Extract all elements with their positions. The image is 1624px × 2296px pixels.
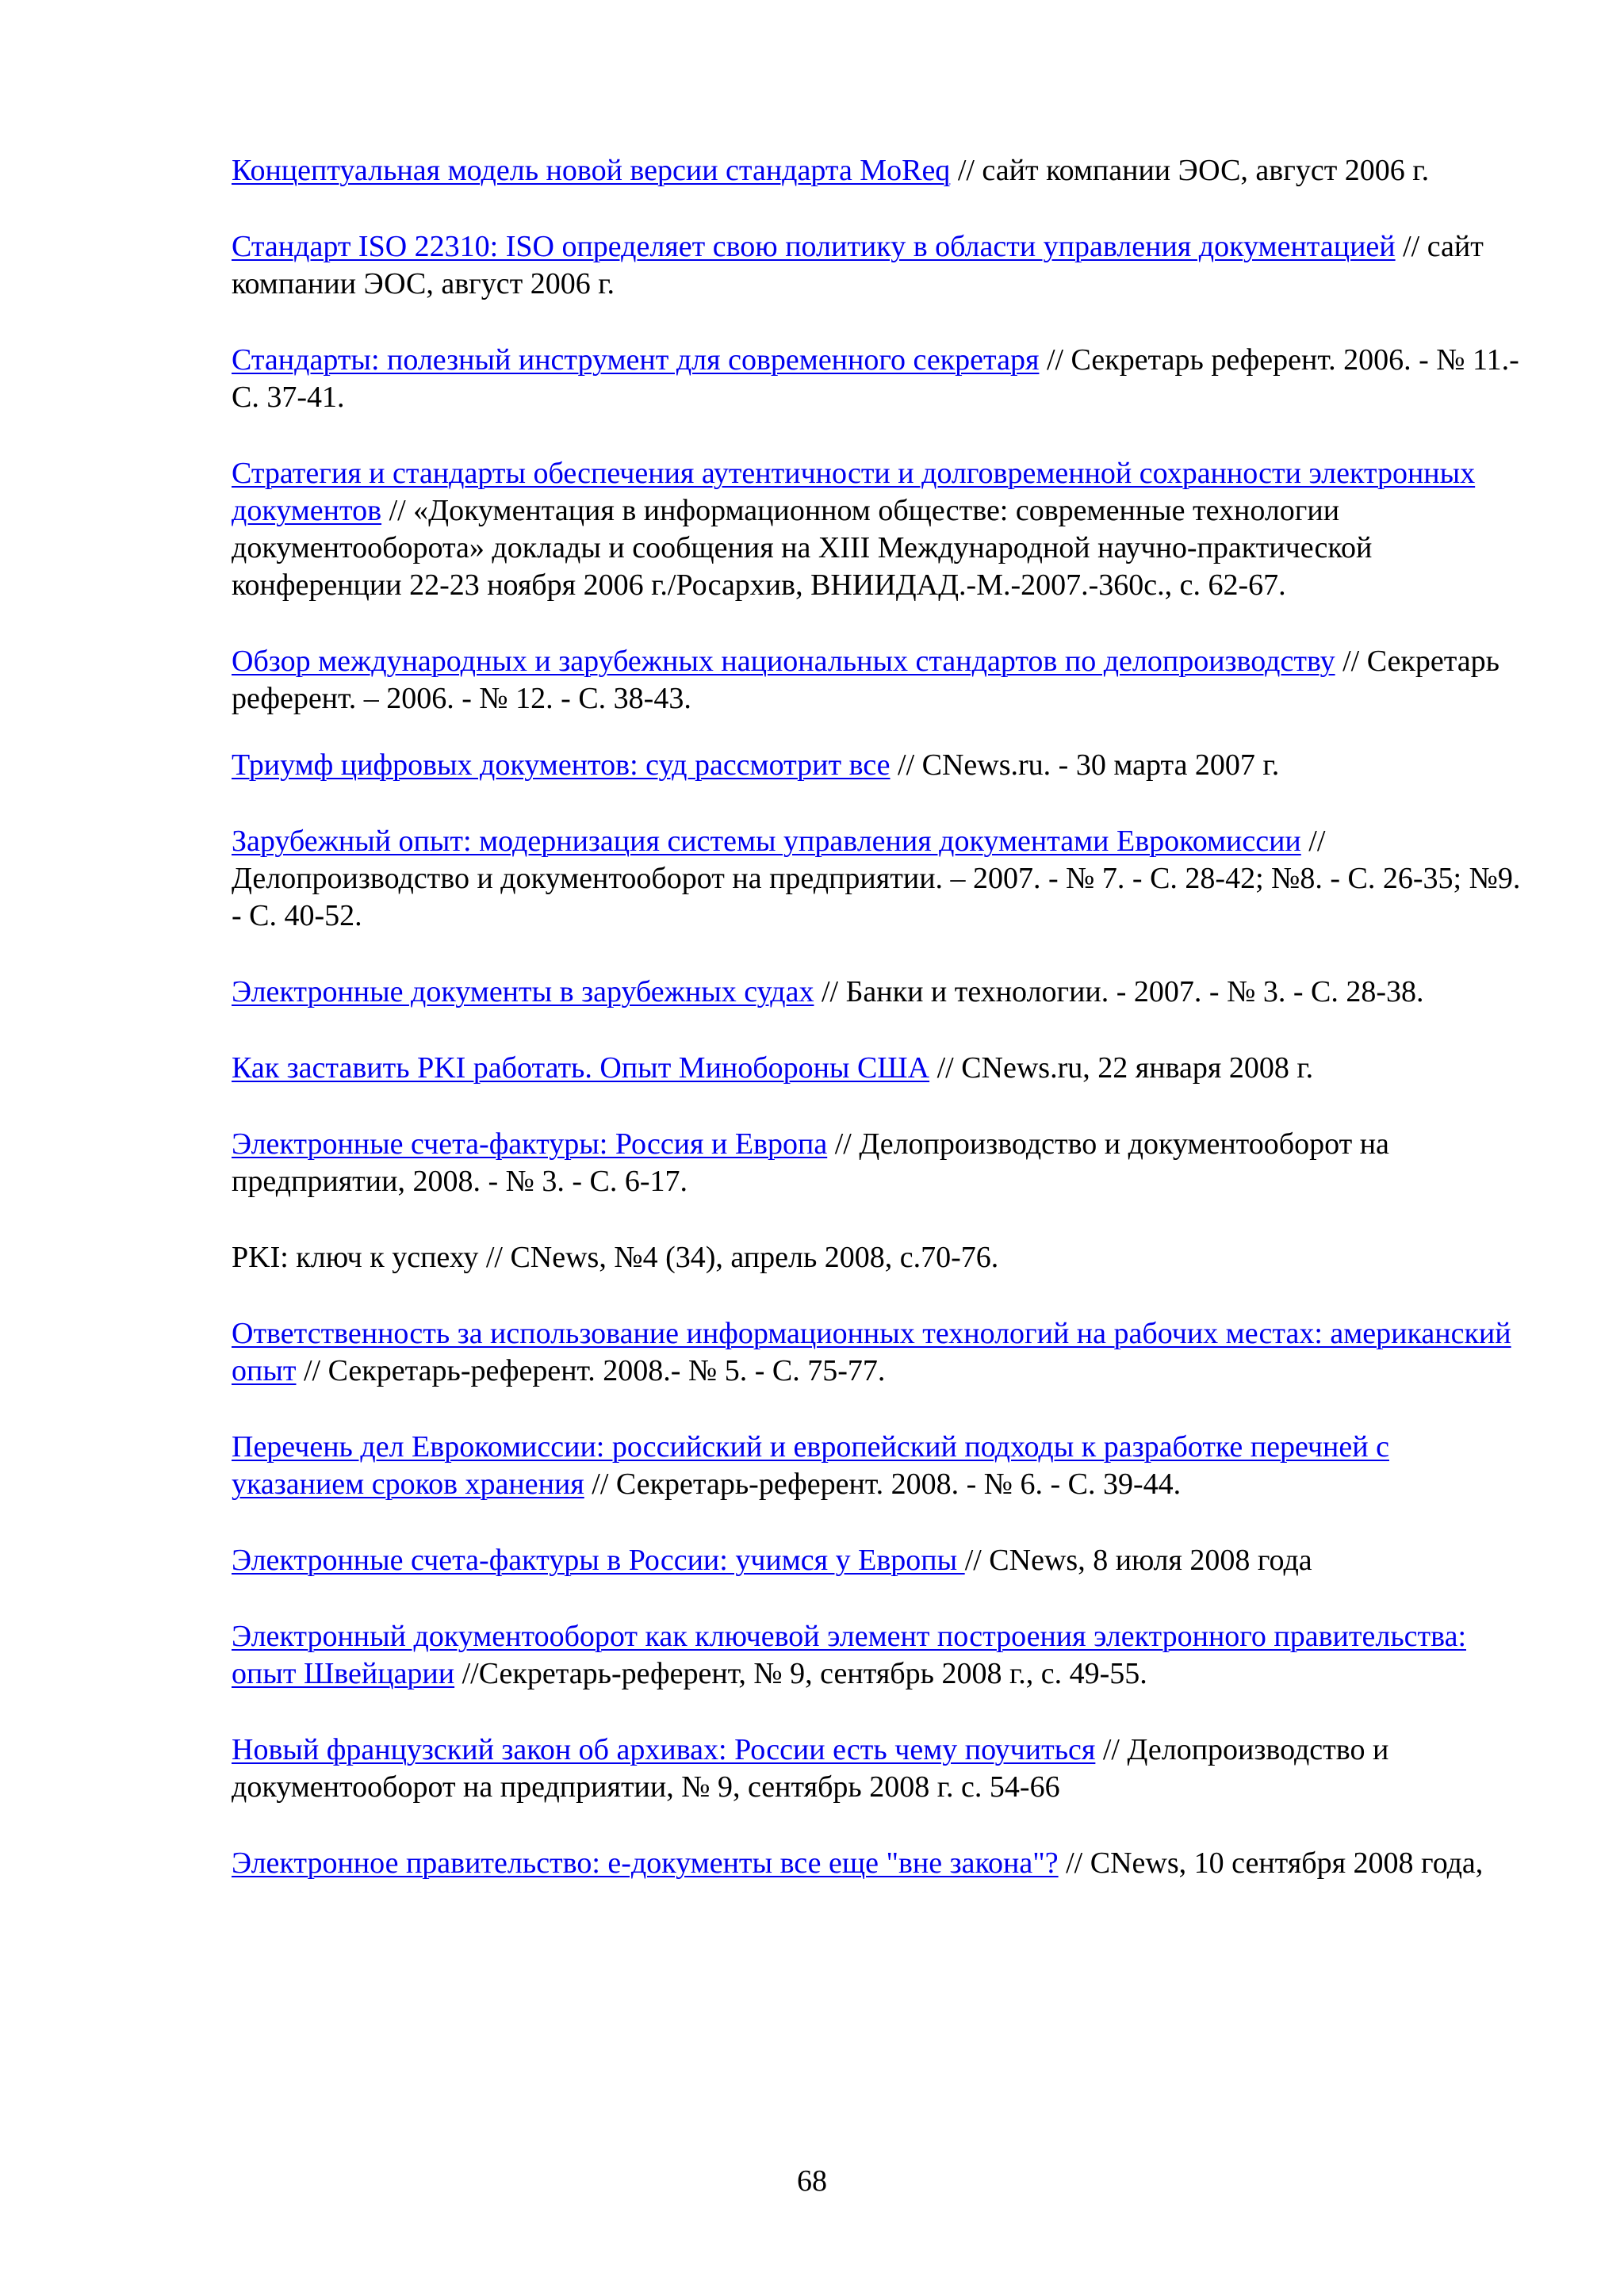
reference-link[interactable]: Зарубежный опыт: модернизация системы управления документами Еврокомиссии [232,825,1301,858]
reference-item [232,974,1521,1011]
reference-citation: // CNews.ru. - 30 марта 2007 г. [890,748,1280,782]
reference-citation: // сайт компании ЭОС, август 2006 г. [950,154,1430,187]
reference-link[interactable]: Стандарт ISO 22310: ISO определяет свою политику в области управления документацией [232,230,1396,263]
reference-citation: PKI: ключ к успеху // CNews, №4 (34), апрель 2008, с.70-76. [232,1241,999,1274]
reference-citation: // Секретарь-референт. 2008. - № 6. - С. 39-44. [584,1468,1182,1501]
reference-citation: // CNews, 10 сентября 2008 года, [1058,1846,1484,1880]
reference-list [232,152,1521,1921]
reference-item [232,1126,1521,1200]
reference-link[interactable]: Электронные счета-фактуры: Россия и Европа [232,1127,828,1161]
reference-citation: // сайт компании ЭОС, август 2006 г. [232,230,1484,300]
page-number: 68 [797,2164,827,2198]
reference-link[interactable]: Перечень дел Еврокомиссии: российский и европейский подходы к разработке перечней с указанием сроков хранения [232,1430,1389,1501]
reference-item [232,152,1521,189]
reference-link[interactable]: Как заставить PKI работать. Опыт Минобороны США [232,1051,930,1085]
reference-citation: // CNews.ru, 22 января 2008 г. [929,1051,1314,1085]
reference-link[interactable]: Обзор международных и зарубежных национальных стандартов по делопроизводству [232,645,1335,678]
reference-item [232,1542,1521,1579]
reference-citation: // CNews, 8 июля 2008 года [964,1544,1312,1577]
reference-item [232,823,1521,935]
reference-link[interactable]: Новый французский закон об архивах: России есть чему поучиться [232,1733,1096,1766]
reference-citation: // Секретарь-референт. 2008.- № 5. - С. 75-77. [296,1354,886,1387]
reference-item [232,643,1521,718]
reference-citation: //Секретарь-референт, № 9, сентябрь 2008 г., с. 49-55. [454,1657,1147,1690]
reference-item [232,1618,1521,1693]
reference-item [232,342,1521,416]
reference-citation: // Банки и технологии. - 2007. - № 3. - С. 28-38. [814,975,1424,1008]
reference-item [232,1732,1521,1806]
reference-citation: // Секретарь референт. 2006. - № 11.- С. 37-41. [232,343,1519,414]
reference-link[interactable]: Электронные счета-фактуры в России: учимся у Европы [232,1544,965,1577]
reference-link[interactable]: Триумф цифровых документов: суд рассмотрит все [232,748,891,782]
reference-link[interactable]: Стратегия и стандарты обеспечения аутентичности и долговременной сохранности электронных документов [232,457,1476,527]
reference-citation: // Делопроизводство и документооборот на предприятии, 2008. - № 3. - С. 6-17. [232,1127,1389,1198]
reference-link[interactable]: Концептуальная модель новой версии стандарта MoReq [232,154,951,187]
reference-item [232,1315,1521,1390]
reference-link[interactable]: Ответственность за использование информационных технологий на рабочих местах: американский опыт [232,1317,1511,1387]
reference-item [232,1239,1521,1276]
reference-link[interactable]: Электронный документооборот как ключевой элемент построения электронного правительства: опыт Швейцарии [232,1620,1466,1690]
reference-item [232,1429,1521,1503]
reference-link[interactable]: Электронные документы в зарубежных судах [232,975,814,1008]
reference-citation: // Делопроизводство и документооборот на предприятии. – 2007. - № 7. - С. 28-42; №8. - С. 26-35; №9. - С. 40-52. [232,825,1521,932]
reference-citation: // Секретарь референт. – 2006. - № 12. - С. 38-43. [232,645,1500,715]
reference-item [232,455,1521,604]
reference-citation: // Делопроизводство и документооборот на предприятии, № 9, сентябрь 2008 г. с. 54-66 [232,1733,1389,1804]
reference-item [232,1845,1521,1882]
reference-item [232,1050,1521,1087]
reference-link[interactable]: Стандарты: полезный инструмент для современного секретаря [232,343,1040,377]
reference-item [232,747,1521,784]
reference-item [232,228,1521,303]
reference-citation: // «Документация в информационном обществе: современные технологии документооборота» доклады и сообщения на XIII Международной научно-практической конференции 22-23 ноября 2006 г./Росархив, ВНИИДАД.-М.-2007.-360с., с. 62-67. [232,494,1373,602]
reference-link[interactable]: Электронное правительство: е-документы все еще "вне закона"? [232,1846,1059,1880]
